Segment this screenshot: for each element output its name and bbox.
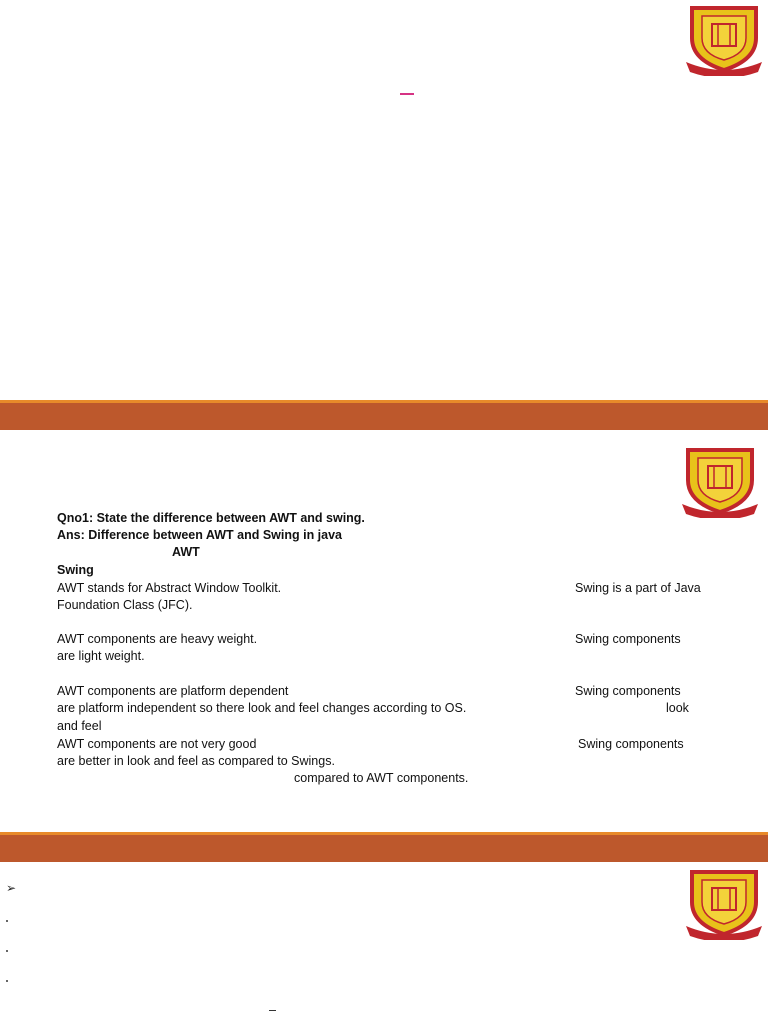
row2-swing: Swing components [575, 632, 681, 646]
question-title: Qno1: State the difference between AWT and swing. [57, 511, 365, 525]
row3-awt: AWT components are platform dependent [57, 684, 289, 698]
row2-continuation: are light weight. [57, 649, 145, 663]
row2-awt: AWT components are heavy weight. [57, 632, 258, 646]
row1-continuation: Foundation Class (JFC). [57, 598, 193, 612]
college-logo [684, 2, 764, 76]
row1-swing: Swing is a part of Java [575, 581, 701, 595]
bullet-dot [6, 950, 8, 952]
slide-divider-band [0, 832, 768, 862]
row1-awt: AWT stands for Abstract Window Toolkit. [57, 581, 282, 595]
column-header-swing: Swing [57, 563, 94, 577]
college-logo [680, 444, 760, 518]
bullet-dot [6, 980, 8, 982]
row4-continuation: are better in look and feel as compared to Swings. [57, 754, 335, 768]
decorative-dash [400, 93, 414, 95]
row3-continuation: are platform independent so there look and feel changes according to OS. [57, 701, 467, 715]
bullet-arrow-icon: ➢ [6, 881, 17, 895]
slide-divider-band [0, 400, 768, 430]
bullet-dot [6, 920, 8, 922]
row3-extra: look [666, 701, 689, 715]
row3-swing: Swing components [575, 684, 681, 698]
row4-continuation-2: compared to AWT components. [294, 771, 469, 785]
college-logo [684, 866, 764, 940]
answer-title: Ans: Difference between AWT and Swing in java [57, 528, 343, 542]
row4-swing: Swing components [578, 737, 684, 751]
row3-continuation-2: and feel [57, 719, 102, 733]
decorative-dash [269, 1010, 276, 1011]
row4-awt: AWT components are not very good [57, 737, 257, 751]
column-header-awt: AWT [172, 545, 200, 559]
